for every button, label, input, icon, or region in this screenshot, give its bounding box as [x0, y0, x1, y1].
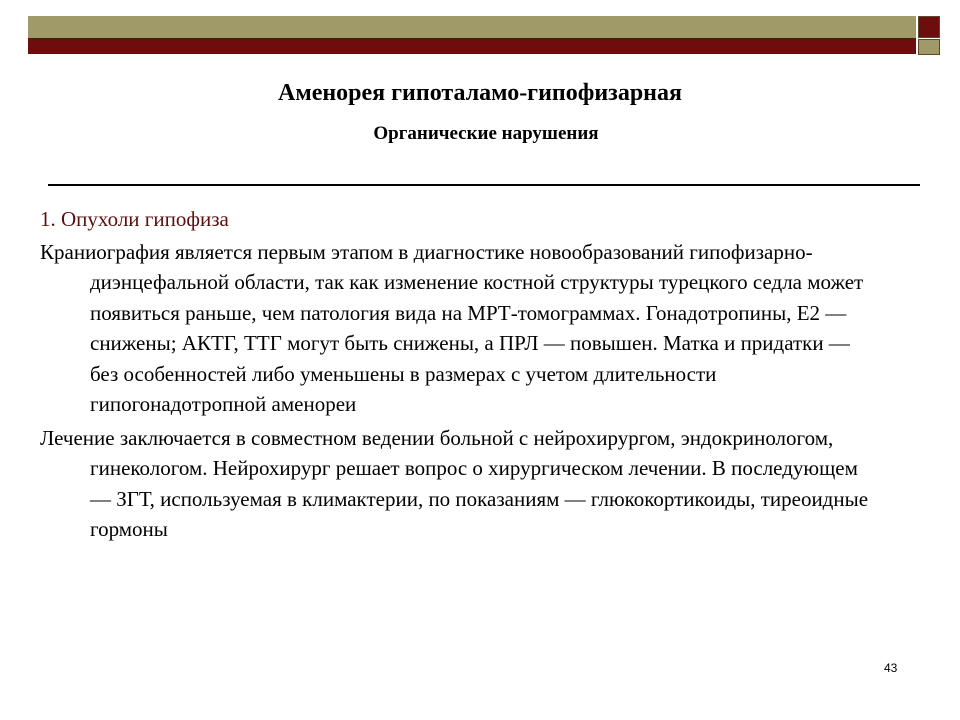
- corner-square-bottom: [918, 39, 940, 55]
- page-number: 43: [884, 661, 898, 675]
- slide-title: Аменорея гипоталамо-гипофизарная: [278, 80, 682, 106]
- slide-subtitle: Органические нарушения: [373, 123, 599, 144]
- paragraph-treatment: Лечение заключается в совместном ведении больной с нейрохирургом, эндокринологом, гинекологом. Нейрохирург решает вопрос о хирургическом лечении. В последующем — ЗГТ, используемая в климактерии, по показаниям — глюкокортикоиды, тиреоидные гормоны: [40, 425, 869, 541]
- slide-body: [40, 204, 880, 548]
- corner-square-top: [918, 16, 940, 38]
- section-heading: 1. Опухоли гипофиза: [40, 207, 229, 231]
- header-band-maroon: [28, 38, 916, 54]
- title-divider: [48, 184, 920, 186]
- header-band-olive: [28, 16, 916, 38]
- paragraph-diagnostics: Краниография является первым этапом в диагностике новообразований гипофизарно-диэнцефальной области, так как изменение костной структуры турецкого седла может появиться раньше, чем патология вида на МРТ-томограммах. Гонадотропины, Е2 — снижены; АКТГ, ТТГ могут быть снижены, а ПРЛ — повышен. Матка и придатки — без особенностей либо уменьшены в размерах с учетом длительности гипогонадотропной аменореи: [40, 239, 864, 416]
